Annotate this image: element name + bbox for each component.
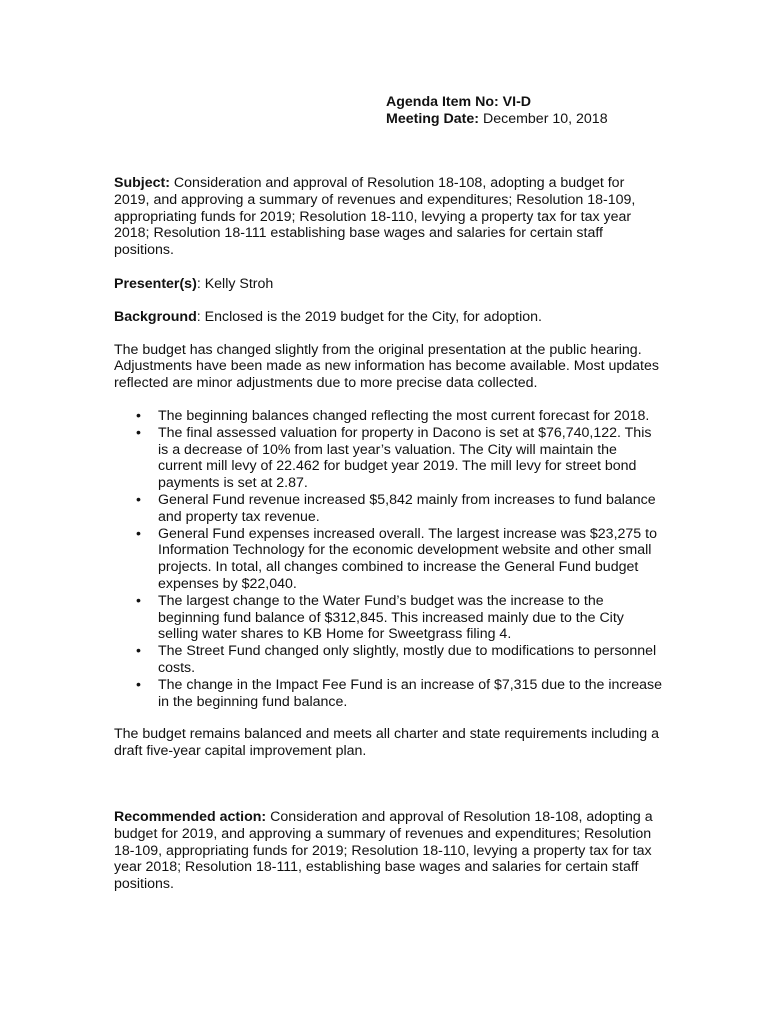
agenda-item-label: Agenda Item No: — [386, 94, 499, 110]
background-label: Background — [114, 308, 197, 325]
bullet-icon: • — [136, 525, 141, 542]
list-item-text: The Street Fund changed only slightly, mostly due to modifications to personnel costs. — [158, 643, 657, 676]
list-item-text: The final assessed valuation for property in Dacono is set at $76,740,122. This is a decrease of 10% from last year’s valuation. The City will maintain the current mill levy of 22.462 for budget year 2019. The mill levy for street bond payments is set at 2.87. — [158, 424, 652, 492]
subject-text: Consideration and approval of Resolution 18-108, adopting a budget for 2019, and approving a summary of revenues and expenditures; Resolution 18-109, appropriating funds for 2019; Resolution 18-110, levying a property tax for tax year 2018; Resolution 18-111 establishing base wages and salaries for certain staff positions. — [114, 175, 636, 259]
list-item — [114, 593, 662, 643]
bullet-icon: • — [136, 424, 141, 441]
meeting-date-value: December 10, 2018 — [482, 110, 608, 127]
list-item-text: The largest change to the Water Fund’s budget was the increase to the beginning fund balance of $312,845. This increased mainly due to the City selling water shares to KB Home for Sweetgrass filing 4. — [158, 592, 624, 643]
recommended-action-text: Consideration and approval of Resolution 18-108, adopting a budget for 2019, and approving a summary of revenues and expenditures; Resolution 18-109, appropriating funds for 2019; Resolution 18-110, levying a property tax for tax year 2018; Resolution 18-111, establishing base wages and salaries for certain staff positions. — [114, 808, 653, 893]
bullet-icon: • — [136, 676, 141, 693]
list-item-text: The change in the Impact Fee Fund is an increase of $7,315 due to the increase in the beginning fund balance. — [158, 676, 662, 710]
list-item-text: General Fund revenue increased $5,842 mainly from increases to fund balance and property tax revenue. — [158, 491, 656, 525]
meeting-date-label: Meeting Date: — [386, 110, 480, 127]
list-item — [114, 408, 662, 425]
presenter-text: Kelly Stroh — [204, 275, 274, 292]
meeting-date-line — [386, 111, 716, 128]
list-item — [114, 677, 662, 711]
list-item — [114, 492, 662, 526]
agenda-header — [386, 94, 716, 128]
closing-paragraph: The budget remains balanced and meets all charter and state requirements including a draft five-year capital improvement plan. — [114, 726, 659, 760]
list-item-text: The beginning balances changed reflecting the most current forecast for 2018. — [158, 407, 650, 424]
subject-label: Subject: — [114, 175, 170, 191]
list-item — [114, 526, 662, 593]
background-text: Enclosed is the 2019 budget for the City, for adoption. — [204, 308, 542, 325]
document-body — [114, 175, 662, 893]
recommended-action-label: Recommended action: — [114, 808, 267, 825]
list-item — [114, 425, 662, 492]
bullet-icon: • — [136, 407, 141, 424]
bullet-icon: • — [136, 491, 141, 508]
background-paragraph: Background: Enclosed is the 2019 budget for the City, for adoption. — [114, 308, 542, 325]
list-item-text: General Fund expenses increased overall. The largest increase was $23,275 to Information Technology for the economic development website and other small projects. In total, all changes combined to increase the General Fund budget expenses by $22,040. — [158, 525, 657, 592]
list-item — [114, 643, 662, 677]
bullet-icon: • — [136, 643, 141, 660]
presenter-paragraph: Presenter(s): Kelly Stroh — [114, 275, 274, 292]
agenda-item-line — [386, 94, 716, 111]
changes-list — [114, 408, 662, 710]
presenter-label: Presenter(s) — [114, 275, 197, 292]
subject-paragraph — [114, 175, 662, 259]
bullet-icon: • — [136, 592, 141, 609]
intro-paragraph: The budget has changed slightly from the original presentation at the public hearing. Adjustments have been made as new information has become available. Most updates reflected are minor adjustments due to more precise data collected. — [114, 341, 659, 392]
agenda-item-value: VI-D — [502, 94, 532, 110]
recommended-action-paragraph — [114, 809, 662, 893]
